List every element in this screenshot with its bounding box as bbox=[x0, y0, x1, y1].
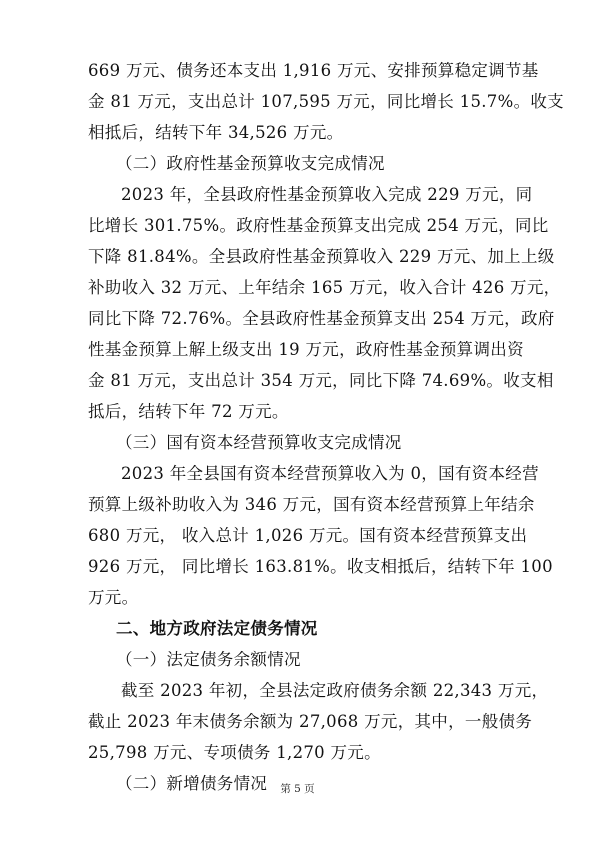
paragraph-line: 抵后，结转下年 72 万元。 bbox=[88, 402, 289, 421]
paragraph-line: 下降 81.84%。全县政府性基金预算收入 229 万元、加上上级 bbox=[88, 247, 555, 266]
chapter-heading: 二、地方政府法定债务情况 bbox=[116, 619, 318, 638]
page-number: 第 5 页 bbox=[280, 783, 315, 795]
paragraph-line: 预算上级补助收入为 346 万元，国有资本经营预算上年结余 bbox=[88, 495, 535, 514]
section-heading: （三）国有资本经营预算收支完成情况 bbox=[116, 433, 402, 452]
paragraph-line: 相抵后，结转下年 34,526 万元。 bbox=[88, 123, 344, 142]
paragraph-line: 截止 2023 年末债务余额为 27,068 万元，其中，一般债务 bbox=[88, 712, 533, 731]
paragraph-line: 同比下降 72.76%。全县政府性基金预算支出 254 万元，政府 bbox=[88, 309, 555, 328]
paragraph-line: 680 万元， 收入总计 1,026 万元。国有资本经营预算支出 bbox=[88, 526, 528, 545]
paragraph-line: 2023 年全县国有资本经营预算收入为 0，国有资本经营 bbox=[121, 464, 539, 483]
paragraph-line: 万元。 bbox=[88, 588, 139, 607]
paragraph-line: 926 万元， 同比增长 163.81%。收支相抵后，结转下年 100 bbox=[88, 557, 553, 576]
paragraph-line: 25,798 万元、专项债务 1,270 万元。 bbox=[88, 743, 381, 762]
section-heading: （二）新增债务情况 bbox=[116, 774, 268, 793]
paragraph-line: 669 万元、债务还本支出 1,916 万元、安排预算稳定调节基 bbox=[88, 61, 539, 80]
section-heading: （二）政府性基金预算收支完成情况 bbox=[116, 154, 385, 173]
paragraph-line: 截至 2023 年初，全县法定政府债务余额 22,343 万元， bbox=[121, 681, 549, 700]
body-text bbox=[88, 55, 564, 799]
paragraph-line: 金 81 万元，支出总计 354 万元，同比下降 74.69%。收支相 bbox=[88, 371, 554, 390]
paragraph-line: 补助收入 32 万元、上年结余 165 万元，收入合计 426 万元， bbox=[88, 278, 561, 297]
paragraph-line: 比增长 301.75%。政府性基金预算支出完成 254 万元，同比 bbox=[88, 216, 549, 235]
paragraph-line: 性基金预算上解上级支出 19 万元，政府性基金预算调出资 bbox=[88, 340, 524, 359]
section-heading: （一）法定债务余额情况 bbox=[116, 650, 301, 669]
paragraph-line: 金 81 万元，支出总计 107,595 万元，同比增长 15.7%。收支 bbox=[88, 92, 564, 111]
paragraph-line: 2023 年，全县政府性基金预算收入完成 229 万元，同 bbox=[121, 185, 533, 204]
